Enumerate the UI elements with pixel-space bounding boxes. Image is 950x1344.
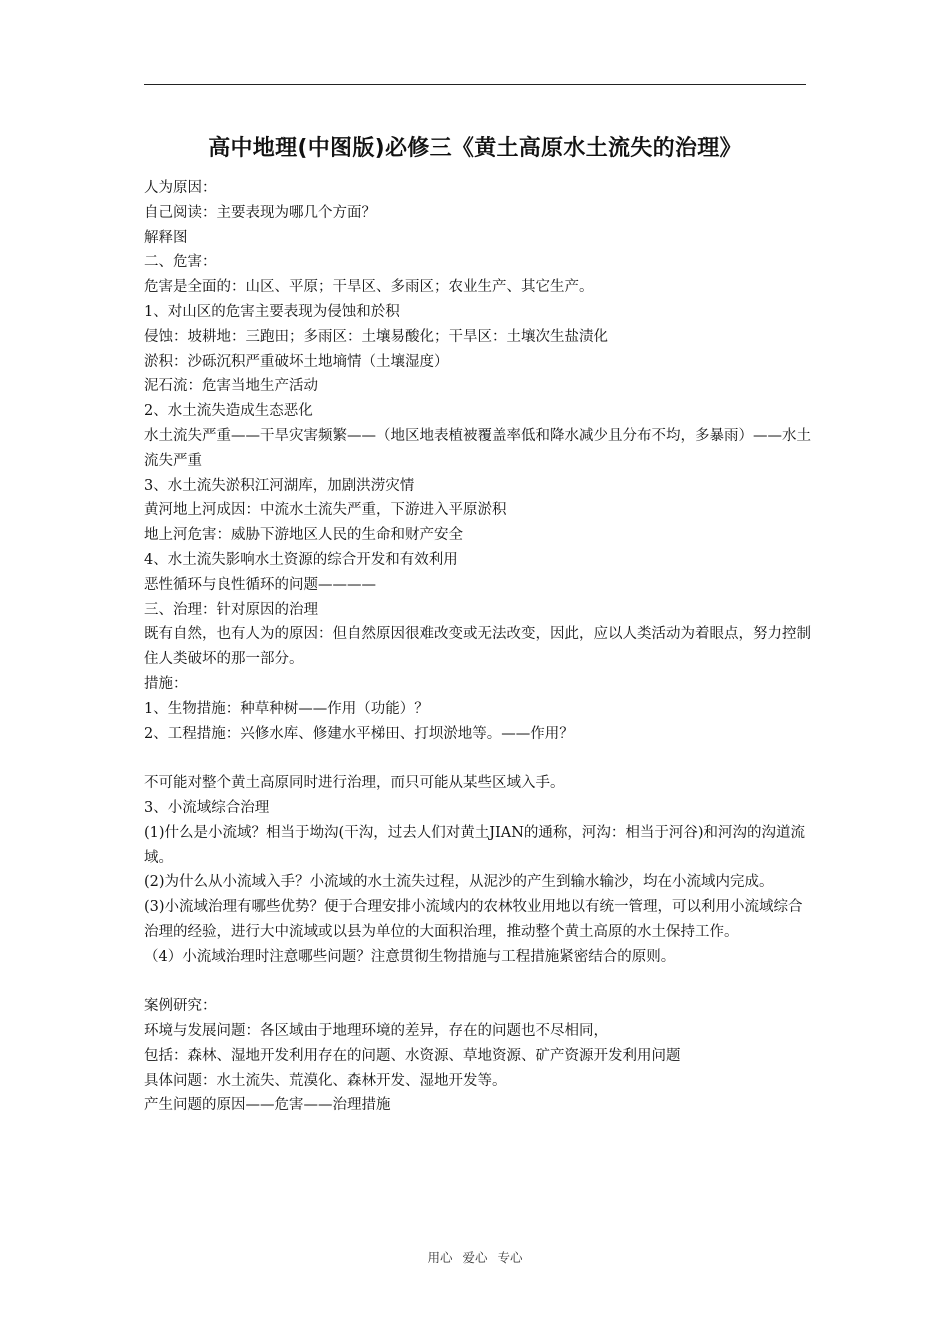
body-paragraph: (2)为什么从小流域入手？小流域的水土流失过程，从泥沙的产生到输水输沙，均在小流域内完成。: [144, 874, 774, 891]
body-paragraph: 水土流失严重——干旱灾害频繁——（地区地表植被覆盖率低和降水减少且分布不均，多暴雨）——水土流失严重: [144, 427, 811, 469]
body-line: 2、水土流失造成生态恶化: [144, 403, 313, 420]
body-paragraph: 既有自然，也有人为的原因：但自然原因很难改变或无法改变，因此，应以人类活动为着眼点，努力控制住人类破坏的那一部分。: [144, 626, 811, 668]
body-line: 自己阅读：主要表现为哪几个方面？: [144, 204, 376, 221]
body-line: 产生问题的原因——危害——治理措施: [144, 1097, 391, 1114]
body-line: 3、小流域综合治理: [144, 799, 270, 816]
body-line: 侵蚀：坡耕地：三跑田；多雨区：土壤易酸化；干旱区：土壤次生盐渍化: [144, 328, 608, 345]
document-body: [144, 176, 812, 1118]
body-paragraph: (1)什么是小流域？相当于坳沟(干沟，过去人们对黄土JIAN的通称，河沟：相当于河谷)和河沟的沟道流域。: [144, 824, 806, 866]
body-line: 泥石流：危害当地生产活动: [144, 378, 318, 395]
body-line: 淤积：沙砾沉积严重破坏土地墒情（土壤湿度）: [144, 353, 449, 370]
body-line: 1、对山区的危害主要表现为侵蚀和於积: [144, 303, 400, 320]
blank-line: [144, 970, 812, 995]
body-line: 黄河地上河成因：中流水土流失严重，下游进入平原淤积: [144, 502, 507, 519]
body-line: 1、生物措施：种草种树——作用（功能）？: [144, 700, 429, 717]
body-line: 4、水土流失影响水土资源的综合开发和有效利用: [144, 551, 458, 568]
header-rule: [144, 84, 806, 85]
body-line: 包括：森林、湿地开发利用存在的问题、水资源、草地资源、矿产资源开发利用问题: [144, 1047, 681, 1064]
section-heading-harm: 二、危害：: [144, 254, 217, 271]
body-line: 地上河危害：威胁下游地区人民的生命和财产安全: [144, 527, 463, 544]
body-line: （4）小流域治理时注意哪些问题？注意贯彻生物措施与工程措施紧密结合的原则。: [144, 948, 676, 965]
body-line: 不可能对整个黄土高原同时进行治理，而只可能从某些区域入手。: [144, 775, 565, 792]
body-line: 人为原因：: [144, 180, 217, 196]
body-line: 2、工程措施：兴修水库、修建水平梯田、打坝淤地等。——作用？: [144, 725, 574, 742]
section-heading-case-study: 案例研究：: [144, 998, 217, 1015]
section-heading-governance: 三、治理：针对原因的治理: [144, 601, 318, 618]
blank-line: [144, 746, 812, 771]
body-line: 环境与发展问题：各区域由于地理环境的差异，存在的问题也不尽相同，: [144, 1023, 608, 1040]
document-title: 高中地理(中图版)必修三《黄土高原水土流失的治理》: [208, 136, 742, 161]
body-line: 措施：: [144, 675, 188, 692]
body-line: 具体问题：水土流失、荒漠化、森林开发、湿地开发等。: [144, 1072, 507, 1089]
page-footer: 用心 爱心 专心: [427, 1250, 523, 1265]
body-paragraph: (3)小流域治理有哪些优势？便于合理安排小流域内的农林牧业用地以有统一管理，可以利用小流域综合治理的经验，进行大中流域或以县为单位的大面积治理，推动整个黄土高原的水土保持工作。: [144, 899, 803, 940]
body-line: 恶性循环与良性循环的问题————: [144, 576, 376, 593]
body-line: 危害是全面的：山区、平原；干旱区、多雨区；农业生产、其它生产。: [144, 279, 594, 296]
body-line: 解释图: [144, 229, 188, 246]
body-line: 3、水土流失淤积江河湖库，加剧洪涝灾情: [144, 477, 415, 494]
